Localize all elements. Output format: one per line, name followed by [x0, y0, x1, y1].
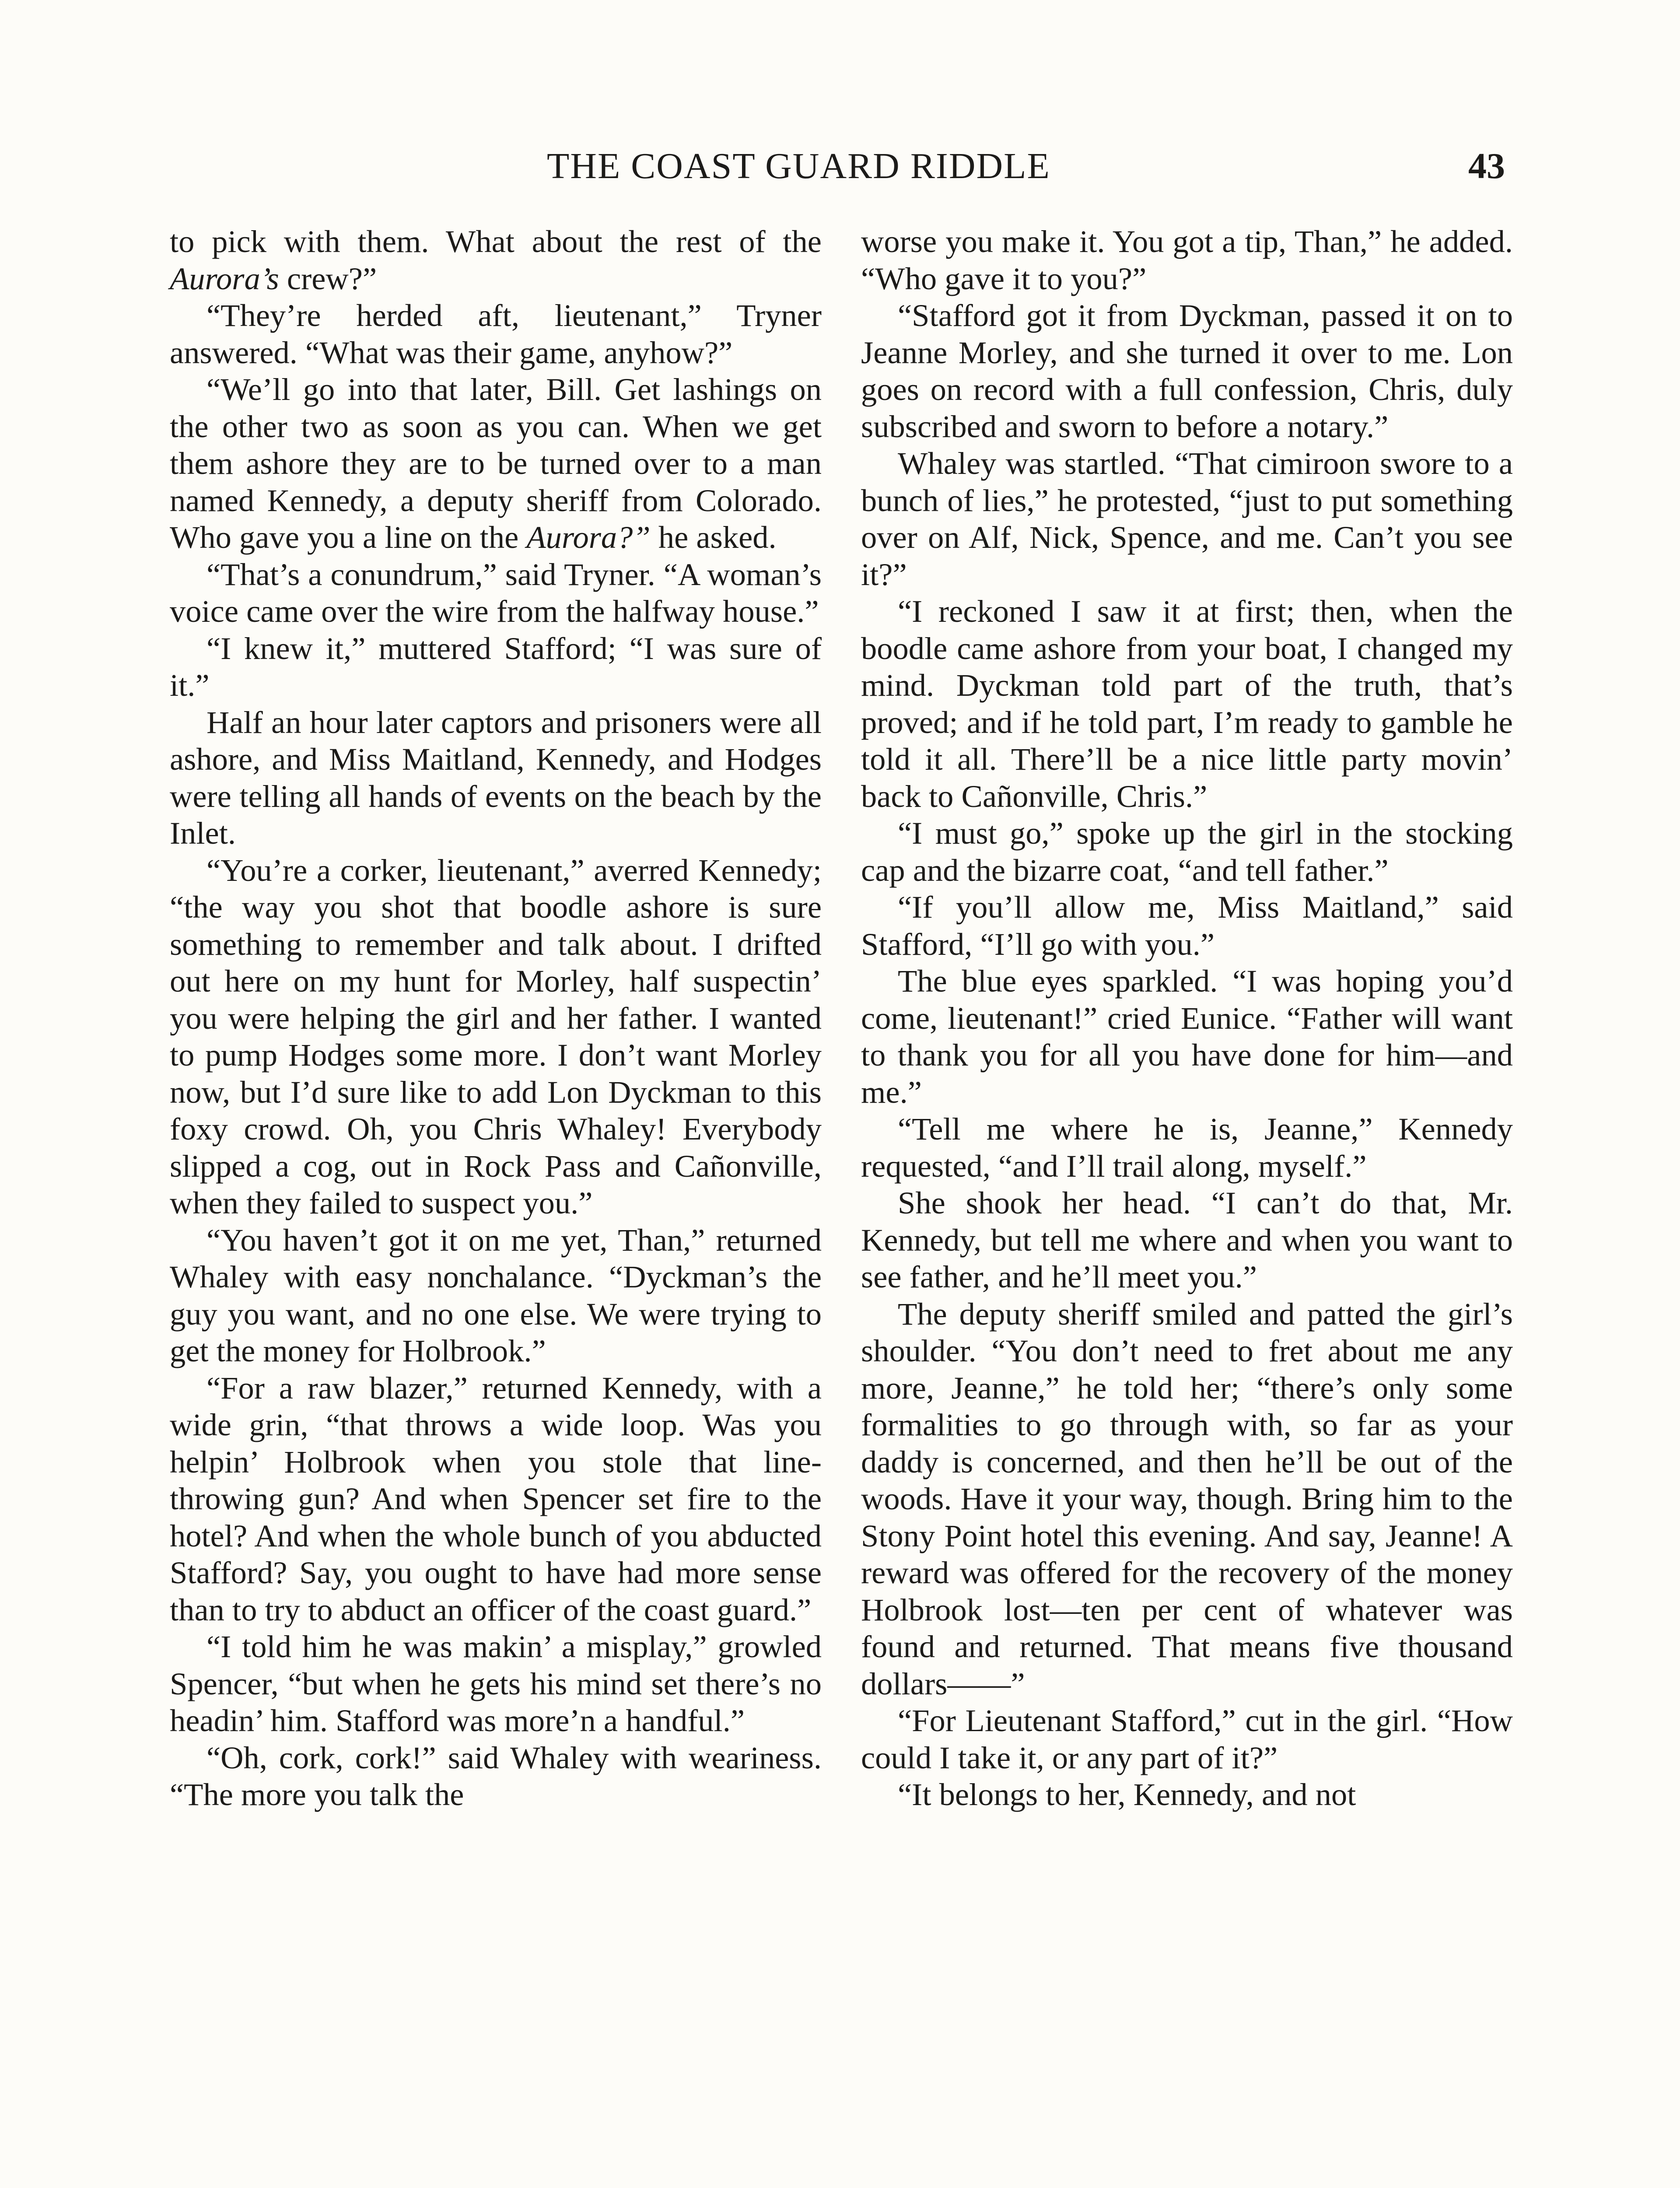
paragraph	[170, 1222, 822, 1370]
text-run: “Oh, cork, cork!” said Whaley with weariness. “The more you talk the	[170, 1739, 822, 1812]
paragraph	[170, 852, 822, 1222]
text-run: he asked.	[650, 519, 777, 555]
paragraph	[170, 556, 822, 630]
left-text-column	[170, 223, 822, 1813]
paragraph	[170, 630, 822, 704]
text-run: “For a raw blazer,” returned Kennedy, with a wide grin, “that throws a wide loop. Was you helpin’ Holbrook when you stole that line-throwing gun? And when Spencer set fire to the hotel? And when the whole bunch of you abducted Stafford? Say, you ought to have had more sense than to try to abduct an officer of the coast guard.”	[170, 1370, 822, 1627]
paragraph	[861, 1296, 1513, 1703]
paragraph	[170, 297, 822, 371]
text-run: “You haven’t got it on me yet, Than,” returned Whaley with easy nonchalance. “Dyckman’s the guy you want, and no one else. We were trying to get the money for Holbrook.”	[170, 1222, 822, 1368]
text-run: “I told him he was makin’ a misplay,” growled Spencer, “but when he gets his mind set there’s no headin’ him. Stafford was more’n a handful.”	[170, 1629, 822, 1738]
text-run: “It belongs to her, Kennedy, and not	[898, 1777, 1356, 1812]
paragraph	[861, 445, 1513, 593]
text-run: “If you’ll allow me, Miss Maitland,” said Stafford, “I’ll go with you.”	[861, 889, 1513, 962]
text-run: to pick with them. What about the rest of the	[170, 224, 822, 259]
paragraph	[861, 297, 1513, 445]
paragraph	[170, 223, 822, 297]
text-run: worse you make it. You got a tip, Than,” he added. “Who gave it to you?”	[861, 224, 1513, 296]
italic-text-run: Aurora?”	[526, 519, 651, 555]
text-run: The blue eyes sparkled. “I was hoping you’d come, lieutenant!” cried Eunice. “Father will want to thank you for all you have done for him—and me.”	[861, 963, 1513, 1110]
text-run: “We’ll go into that later, Bill. Get lashings on the other two as soon as you can. When we get them ashore they are to be turned over to a man named Kennedy, a deputy sheriff from Colorado. Who gave you a line on the	[170, 372, 822, 555]
paragraph	[861, 1185, 1513, 1296]
text-run: “I reckoned I saw it at first; then, when the boodle came ashore from your boat, I changed my mind. Dyckman told part of the truth, that’s proved; and if he told part, I’m ready to gamble he told it all. There’ll be a nice little party movin’ back to Cañonville, Chris.”	[861, 593, 1513, 814]
story-title: THE COAST GUARD RIDDLE	[547, 146, 1050, 186]
text-run: “You’re a corker, lieutenant,” averred Kennedy; “the way you shot that boodle ashore is sure something to remember and talk about. I drifted out here on my hunt for Morley, half suspectin’ you were helping the girl and her father. I wanted to pump Hodges some more. I don’t want Morley now, but I’d sure like to add Lon Dyckman to this foxy crowd. Oh, you Chris Whaley! Everybody slipped a cog, out in Rock Pass and Cañonville, when they failed to suspect you.”	[170, 852, 822, 1220]
text-run: “They’re herded aft, lieutenant,” Tryner answered. “What was their game, anyhow?”	[170, 298, 822, 370]
text-run: “I knew it,” muttered Stafford; “I was sure of it.”	[170, 630, 822, 703]
text-run: She shook her head. “I can’t do that, Mr. Kennedy, but tell me where and when you want to see father, and he’ll meet you.”	[861, 1185, 1513, 1294]
paragraph	[170, 371, 822, 556]
paragraph	[861, 1776, 1513, 1813]
running-head	[166, 140, 1505, 193]
paragraph	[170, 1628, 822, 1739]
paragraph	[861, 815, 1513, 889]
text-run: Whaley was startled. “That cimiroon swore to a bunch of lies,” he protested, “just to put something over on Alf, Nick, Spence, and me. Can’t you see it?”	[861, 445, 1513, 592]
paragraph	[861, 1702, 1513, 1776]
text-run: “Tell me where he is, Jeanne,” Kennedy requested, “and I’ll trail along, myself.”	[861, 1111, 1513, 1184]
text-run: “For Lieutenant Stafford,” cut in the girl. “How could I take it, or any part of it?”	[861, 1703, 1513, 1775]
text-run: “I must go,” spoke up the girl in the stocking cap and the bizarre coat, “and tell father.”	[861, 815, 1513, 888]
page-number: 43	[1468, 146, 1505, 186]
text-run: Half an hour later captors and prisoners were all ashore, and Miss Maitland, Kennedy, and Hodges were telling all hands of events on the beach by the Inlet.	[170, 704, 822, 851]
paragraph	[861, 963, 1513, 1111]
paragraph	[861, 593, 1513, 815]
italic-text-run: Aurora’s	[170, 260, 279, 296]
text-run: crew?”	[279, 260, 377, 296]
paragraph	[170, 704, 822, 852]
paragraph	[861, 1111, 1513, 1185]
paragraph	[861, 223, 1513, 297]
text-run: The deputy sheriff smiled and patted the girl’s shoulder. “You don’t need to fret about me any more, Jeanne,” he told her; “there’s only some formalities to go through with, so far as your daddy is concerned, and then he’ll be out of the woods. Have it your way, though. Bring him to the Stony Point hotel this evening. And say, Jeanne! A reward was offered for the recovery of the money Holbrook lost—ten per cent of whatever was found and returned. That means five thousand dollars——”	[861, 1296, 1513, 1701]
text-run: “Stafford got it from Dyckman, passed it on to Jeanne Morley, and she turned it over to me. Lon goes on record with a full confession, Chris, duly subscribed and sworn to before a notary.”	[861, 298, 1513, 444]
text-run: “That’s a conundrum,” said Tryner. “A woman’s voice came over the wire from the halfway house.”	[170, 556, 822, 629]
paragraph	[170, 1739, 822, 1813]
paragraph	[861, 889, 1513, 963]
paragraph	[170, 1370, 822, 1629]
right-text-column	[861, 223, 1513, 1813]
